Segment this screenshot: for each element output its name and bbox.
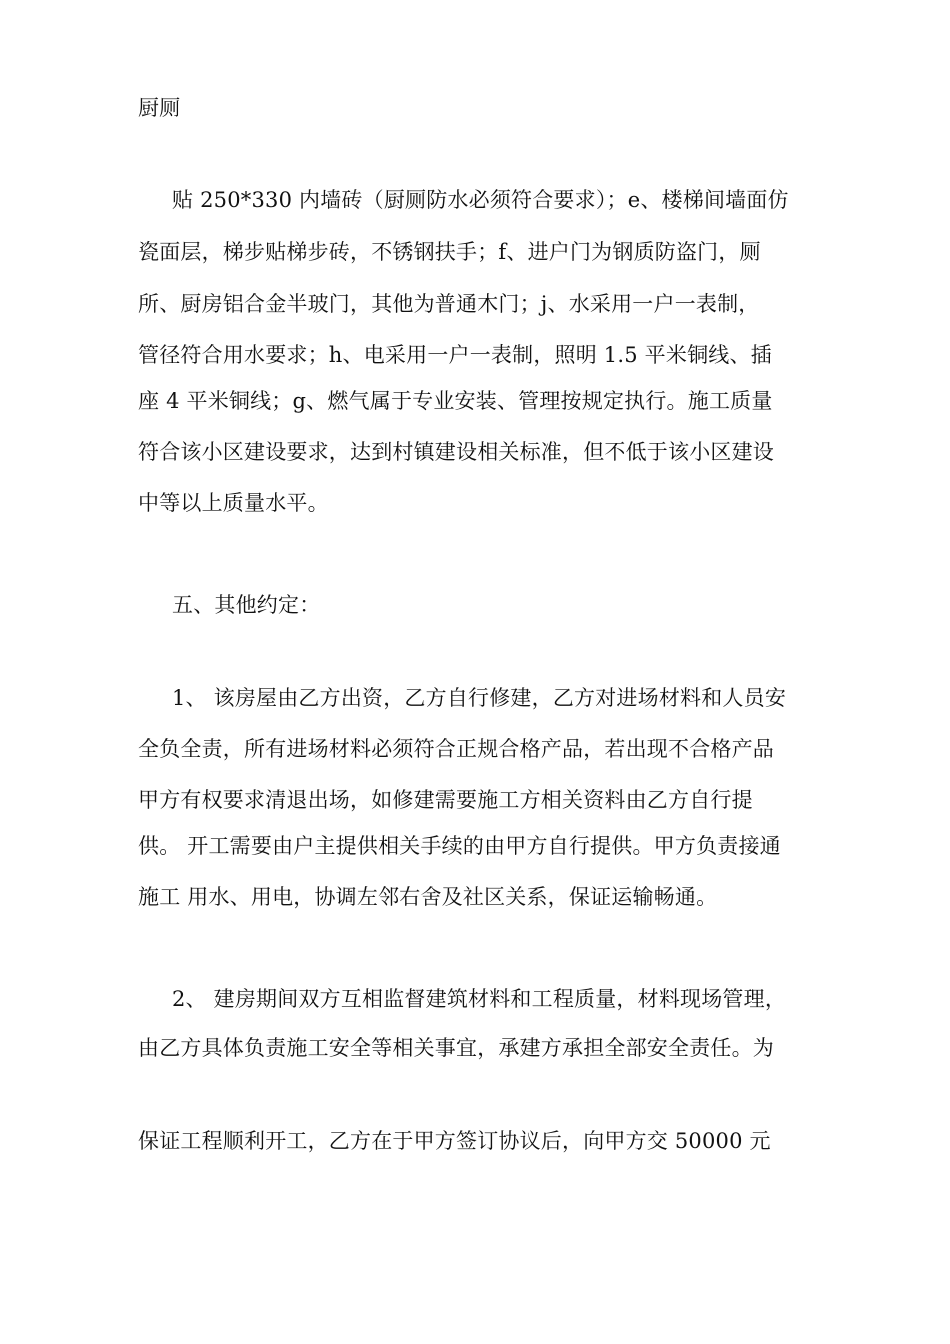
paragraph-line: 中等以上质量水平。 [138, 491, 329, 515]
paragraph-line: 所、厨房铝合金半玻门，其他为普通木门；j、水采用一户一表制， [138, 292, 760, 316]
paragraph-line: 由乙方具体负责施工安全等相关事宜，承建方承担全部安全责任。为 [138, 1036, 774, 1060]
paragraph-line: 甲方有权要求清退出场，如修建需要施工方相关资料由乙方自行提 [138, 788, 753, 812]
paragraph-line: 2、 建房期间双方互相监督建筑材料和工程质量，材料现场管理， [172, 987, 787, 1011]
section-heading-other-agreements: 五、其他约定： [172, 593, 321, 617]
paragraph-line: 贴 250*330 内墙砖（厨厕防水必须符合要求）；e、楼梯间墙面仿 [172, 188, 789, 212]
paragraph-line: 保证工程顺利开工，乙方在于甲方签订协议后，向甲方交 50000 元 [138, 1129, 771, 1153]
paragraph-line: 管径符合用水要求；h、电采用一户一表制，照明 1.5 平米铜线、插 [138, 343, 772, 367]
paragraph-line: 座 4 平米铜线；g、燃气属于专业安装、管理按规定执行。施工质量 [138, 389, 773, 413]
paragraph-line: 全负全责，所有进场材料必须符合正规合格产品，若出现不合格产品 [138, 737, 774, 761]
paragraph-line: 供。 开工需要由户主提供相关手续的由甲方自行提供。甲方负责接通 [138, 834, 781, 858]
paragraph-heading-kitchen-toilet: 厨厕 [138, 96, 181, 120]
paragraph-line: 1、 该房屋由乙方出资，乙方自行修建，乙方对进场材料和人员安 [172, 686, 787, 710]
paragraph-line: 瓷面层，梯步贴梯步砖，不锈钢扶手；f、进户门为钢质防盗门，厕 [138, 240, 761, 264]
paragraph-line: 施工 用水、用电，协调左邻右舍及社区关系，保证运输畅通。 [138, 885, 718, 909]
paragraph-line: 符合该小区建设要求，达到村镇建设相关标准，但不低于该小区建设 [138, 440, 774, 464]
